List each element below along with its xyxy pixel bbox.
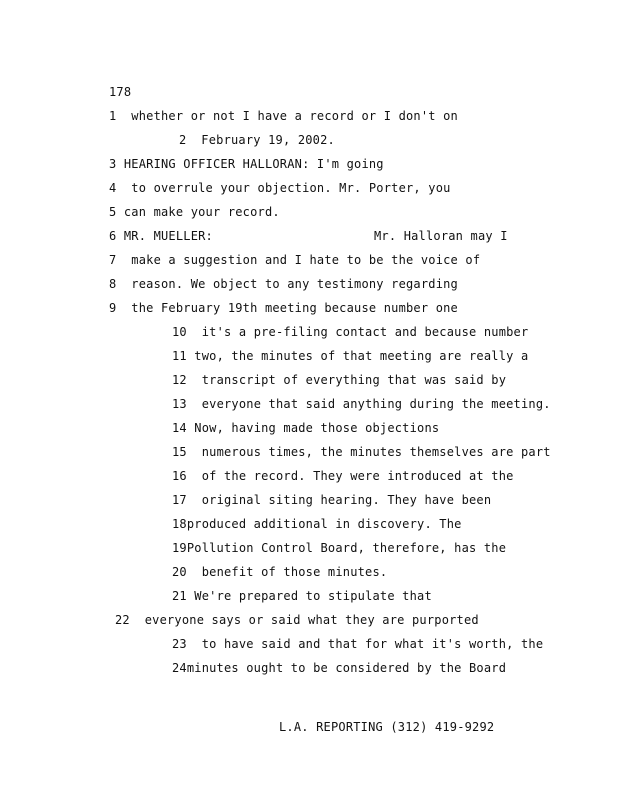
transcript-line-18 xyxy=(172,517,462,531)
line-number: 20 xyxy=(172,565,187,579)
line-text: everyone says or said what they are purported xyxy=(144,613,479,627)
transcript-line-3 xyxy=(109,157,384,171)
line-number: 9 xyxy=(109,301,117,315)
transcript-line-12 xyxy=(172,373,506,387)
line-number: 13 xyxy=(172,397,187,411)
line-text: two, the minutes of that meeting are really a xyxy=(194,349,529,363)
transcript-line-16 xyxy=(172,469,514,483)
line-text: transcript of everything that was said by xyxy=(201,373,507,387)
transcript-line-20 xyxy=(172,565,387,579)
line-number: 12 xyxy=(172,373,187,387)
line-number: 8 xyxy=(109,277,117,291)
line-text: of the record. They were introduced at the xyxy=(201,469,514,483)
transcript-line-9 xyxy=(109,301,458,315)
line-text: Now, having made those objections xyxy=(194,421,440,435)
line-text: Pollution Control Board, therefore, has the xyxy=(186,541,507,555)
transcript-line-17 xyxy=(172,493,491,507)
transcript-line-23 xyxy=(172,637,543,651)
line-text: February 19, 2002. xyxy=(201,133,335,147)
line-text: numerous times, the minutes themselves are part xyxy=(201,445,551,459)
line-number: 23 xyxy=(172,637,187,651)
transcript-line-10 xyxy=(172,325,528,339)
line-text: the February 19th meeting because number one xyxy=(131,301,458,315)
line-text: minutes ought to be considered by the Board xyxy=(186,661,507,675)
line-text: original siting hearing. They have been xyxy=(201,493,492,507)
transcript-line-8 xyxy=(109,277,458,291)
line-number: 3 xyxy=(109,157,117,171)
transcript-line-14 xyxy=(172,421,439,435)
line-number: 17 xyxy=(172,493,187,507)
transcript-line-21 xyxy=(172,589,432,603)
line-text: reason. We object to any testimony regarding xyxy=(131,277,458,291)
transcript-line-11 xyxy=(172,349,528,363)
transcript-line-22 xyxy=(115,613,479,627)
reporter-footer: L.A. REPORTING (312) 419-9292 xyxy=(279,720,495,734)
transcript-line-4 xyxy=(109,181,451,195)
line-number: 21 xyxy=(172,589,187,603)
transcript-line-13 xyxy=(172,397,551,411)
line-text: to overrule your objection. Mr. Porter, you xyxy=(131,181,451,195)
line-text: MR. MUELLER: xyxy=(123,229,213,243)
line-number: 4 xyxy=(109,181,117,195)
transcript-line-24 xyxy=(172,661,506,675)
line-text: it's a pre-filing contact and because number xyxy=(201,325,529,339)
line-text: We're prepared to stipulate that xyxy=(194,589,432,603)
line-number: 14 xyxy=(172,421,187,435)
line-number: 24 xyxy=(172,661,187,675)
transcript-line-1 xyxy=(109,109,458,123)
line-text: produced additional in discovery. The xyxy=(186,517,462,531)
transcript-line-19 xyxy=(172,541,506,555)
line-text: can make your record. xyxy=(123,205,280,219)
line-text: whether or not I have a record or I don't on xyxy=(131,109,458,123)
line-number: 6 xyxy=(109,229,117,243)
line-text: HEARING OFFICER HALLORAN: I'm going xyxy=(123,157,384,171)
line-number: 22 xyxy=(115,613,130,627)
transcript-line-5 xyxy=(109,205,280,219)
transcript-line-15 xyxy=(172,445,551,459)
line-number: 15 xyxy=(172,445,187,459)
line-number: 2 xyxy=(179,133,187,147)
line-number: 19 xyxy=(172,541,187,555)
transcript-line-6-continuation: Mr. Halloran may I xyxy=(374,229,508,243)
line-number: 16 xyxy=(172,469,187,483)
line-text: make a suggestion and I hate to be the voice of xyxy=(131,253,481,267)
line-text: benefit of those minutes. xyxy=(201,565,388,579)
transcript-line-7 xyxy=(109,253,480,267)
transcript-line-6 xyxy=(109,229,213,243)
line-number: 5 xyxy=(109,205,117,219)
line-number: 1 xyxy=(109,109,117,123)
line-number: 18 xyxy=(172,517,187,531)
line-number: 10 xyxy=(172,325,187,339)
line-text: everyone that said anything during the meeting. xyxy=(201,397,551,411)
transcript-line-2 xyxy=(179,133,335,147)
line-number: 11 xyxy=(172,349,187,363)
line-text: to have said and that for what it's worth, the xyxy=(201,637,544,651)
page-number: 178 xyxy=(109,85,132,99)
line-number: 7 xyxy=(109,253,117,267)
